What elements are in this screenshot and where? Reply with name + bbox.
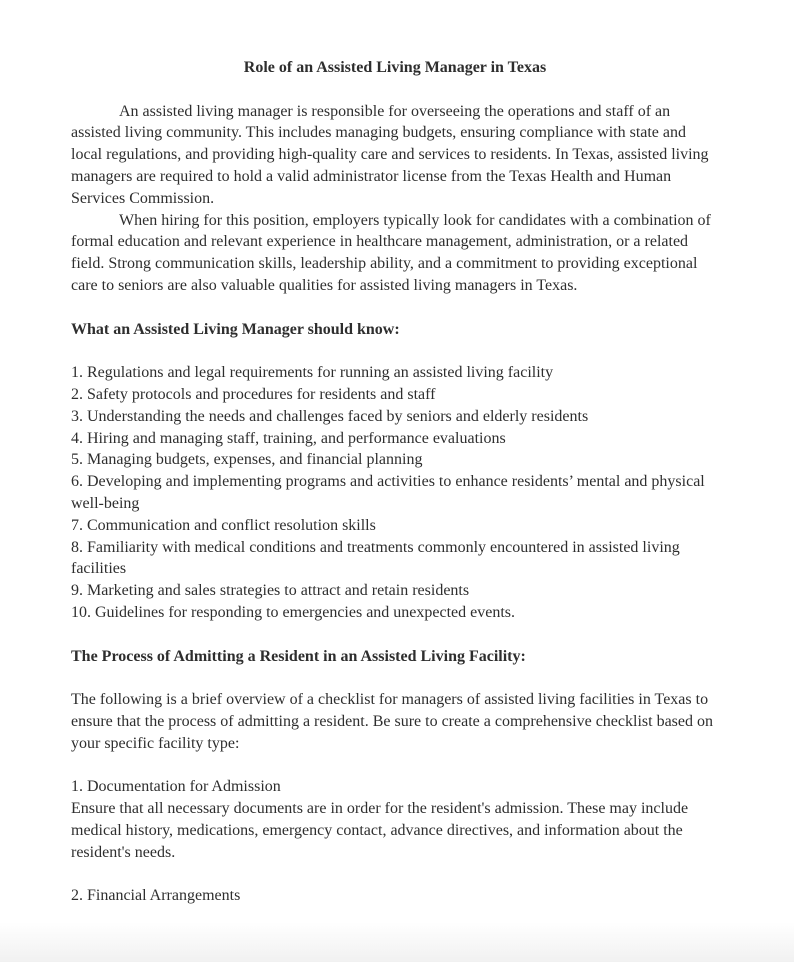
intro-paragraph: When hiring for this position, employers typically look for candidates with a combination of formal education and relevant experience in healthcare management, administration, or a related field. Strong communication skills, leadership ability, and a commitment to providing exceptional care to seniors are also valuable qualities for assisted living managers in Texas. <box>71 211 711 294</box>
document-page <box>71 57 719 907</box>
list-item: 3. Understanding the needs and challenges faced by seniors and elderly residents <box>71 407 589 425</box>
list-item: 10. Guidelines for responding to emergencies and unexpected events. <box>71 603 516 621</box>
list-item: 7. Communication and conflict resolution skills <box>71 516 376 534</box>
document-title: Role of an Assisted Living Manager in Texas <box>243 59 547 76</box>
knowledge-heading: What an Assisted Living Manager should know: <box>71 320 400 338</box>
step-body: Ensure that all necessary documents are in order for the resident's admission. These may include medical history, medications, emergency contact, advance directives, and information about the resident's needs. <box>71 800 689 861</box>
list-item: 2. Safety protocols and procedures for residents and staff <box>71 385 436 403</box>
list-item: 1. Regulations and legal requirements for running an assisted living facility <box>71 364 554 382</box>
list-item: 9. Marketing and sales strategies to attract and retain residents <box>71 582 470 600</box>
page-bottom-fade <box>0 922 794 962</box>
list-item: 4. Hiring and managing staff, training, and performance evaluations <box>71 429 506 447</box>
list-item: 6. Developing and implementing programs and activities to enhance residents’ mental and physical well-being <box>71 473 705 512</box>
list-item: 5. Managing budgets, expenses, and financial planning <box>71 451 423 469</box>
step-title: 2. Financial Arrangements <box>71 887 241 905</box>
list-item: 8. Familiarity with medical conditions and treatments commonly encountered in assisted living facilities <box>71 538 680 578</box>
process-intro: The following is a brief overview of a checklist for managers of assisted living facilities in Texas to ensure that the process of admitting a resident. Be sure to create a comprehensive checklist based on your specific facility type: <box>71 691 713 752</box>
intro-paragraph: An assisted living manager is responsible for overseeing the operations and staff of an assisted living community. This includes managing budgets, ensuring compliance with state and local regulations, and providing high-quality care and services to residents. In Texas, assisted living managers are required to hold a valid administrator license from the Texas Health and Human Services Commission. <box>71 102 709 207</box>
process-heading: The Process of Admitting a Resident in an Assisted Living Facility: <box>71 647 526 665</box>
knowledge-list <box>71 362 719 624</box>
step-title: 1. Documentation for Admission <box>71 778 281 796</box>
